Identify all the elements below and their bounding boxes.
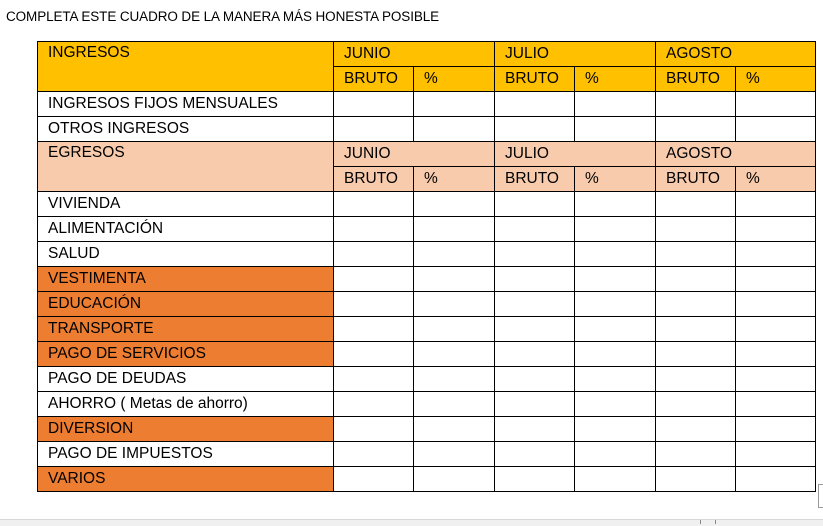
bruto-input-cell[interactable] (495, 417, 575, 442)
bruto-input-cell[interactable] (495, 467, 575, 492)
bruto-input-cell[interactable] (656, 392, 736, 417)
ingresos-month-header: JUNIO (334, 42, 495, 67)
percent-input-cell[interactable] (414, 467, 495, 492)
bruto-input-cell[interactable] (656, 192, 736, 217)
egresos-row (38, 417, 816, 442)
bruto-input-cell[interactable] (656, 417, 736, 442)
percent-input-cell[interactable] (736, 392, 816, 417)
percent-input-cell[interactable] (575, 442, 656, 467)
percent-input-cell[interactable] (414, 192, 495, 217)
percent-input-cell[interactable] (575, 192, 656, 217)
egresos-row-label: TRANSPORTE (38, 317, 334, 342)
percent-input-cell[interactable] (736, 442, 816, 467)
bruto-input-cell[interactable] (334, 267, 414, 292)
ingresos-month-header: AGOSTO (656, 42, 816, 67)
percent-input-cell[interactable] (575, 317, 656, 342)
percent-input-cell[interactable] (736, 267, 816, 292)
bruto-input-cell[interactable] (334, 342, 414, 367)
bruto-input-cell[interactable] (334, 217, 414, 242)
bruto-input-cell[interactable] (656, 117, 736, 142)
bruto-input-cell[interactable] (334, 417, 414, 442)
percent-input-cell[interactable] (736, 192, 816, 217)
ingresos-header-row (38, 42, 816, 67)
bruto-input-cell[interactable] (334, 117, 414, 142)
percent-input-cell[interactable] (736, 92, 816, 117)
ingresos-percent-header: % (736, 67, 816, 92)
percent-input-cell[interactable] (414, 117, 495, 142)
bruto-input-cell[interactable] (656, 267, 736, 292)
egresos-row (38, 267, 816, 292)
bruto-input-cell[interactable] (656, 342, 736, 367)
egresos-row (38, 292, 816, 317)
ingresos-bruto-header: BRUTO (334, 67, 414, 92)
egresos-row (38, 317, 816, 342)
egresos-row-label: PAGO DE IMPUESTOS (38, 442, 334, 467)
bruto-input-cell[interactable] (334, 92, 414, 117)
percent-input-cell[interactable] (736, 342, 816, 367)
bruto-input-cell[interactable] (495, 242, 575, 267)
bruto-input-cell[interactable] (334, 467, 414, 492)
bruto-input-cell[interactable] (334, 317, 414, 342)
egresos-row-label: AHORRO ( Metas de ahorro) (38, 392, 334, 417)
bruto-input-cell[interactable] (656, 467, 736, 492)
bruto-input-cell[interactable] (495, 92, 575, 117)
egresos-header-row (38, 142, 816, 167)
ingresos-bruto-header: BRUTO (656, 67, 736, 92)
egresos-bruto-header: BRUTO (495, 167, 575, 192)
resize-handle[interactable] (818, 484, 823, 508)
percent-input-cell[interactable] (414, 392, 495, 417)
percent-input-cell[interactable] (414, 292, 495, 317)
egresos-row-label: VESTIMENTA (38, 267, 334, 292)
egresos-bruto-header: BRUTO (656, 167, 736, 192)
egresos-title: EGRESOS (38, 142, 334, 192)
bruto-input-cell[interactable] (495, 317, 575, 342)
percent-input-cell[interactable] (736, 217, 816, 242)
bruto-input-cell[interactable] (656, 292, 736, 317)
percent-input-cell[interactable] (414, 417, 495, 442)
bruto-input-cell[interactable] (656, 442, 736, 467)
bruto-input-cell[interactable] (495, 292, 575, 317)
budget-table (37, 41, 816, 492)
egresos-row-label: EDUCACIÓN (38, 292, 334, 317)
bruto-input-cell[interactable] (334, 292, 414, 317)
percent-input-cell[interactable] (736, 317, 816, 342)
egresos-row-label: DIVERSION (38, 417, 334, 442)
percent-input-cell[interactable] (736, 292, 816, 317)
percent-input-cell[interactable] (414, 267, 495, 292)
percent-input-cell[interactable] (575, 242, 656, 267)
egresos-bruto-header: BRUTO (334, 167, 414, 192)
egresos-percent-header: % (575, 167, 656, 192)
bruto-input-cell[interactable] (334, 192, 414, 217)
egresos-percent-header: % (736, 167, 816, 192)
egresos-row-label: PAGO DE SERVICIOS (38, 342, 334, 367)
egresos-row (38, 442, 816, 467)
bruto-input-cell[interactable] (495, 117, 575, 142)
ingresos-percent-header: % (575, 67, 656, 92)
egresos-row (38, 217, 816, 242)
egresos-row-label: VIVIENDA (38, 192, 334, 217)
egresos-month-header: JUNIO (334, 142, 495, 167)
percent-input-cell[interactable] (575, 217, 656, 242)
ingresos-row (38, 92, 816, 117)
ingresos-title: INGRESOS (38, 42, 334, 92)
percent-input-cell[interactable] (575, 267, 656, 292)
egresos-row-label: ALIMENTACIÓN (38, 217, 334, 242)
bruto-input-cell[interactable] (656, 217, 736, 242)
percent-input-cell[interactable] (414, 342, 495, 367)
bruto-input-cell[interactable] (495, 192, 575, 217)
instruction-text: COMPLETA ESTE CUADRO DE LA MANERA MÁS HONESTA POSIBLE (6, 9, 440, 24)
bruto-input-cell[interactable] (495, 442, 575, 467)
egresos-row-label: VARIOS (38, 467, 334, 492)
percent-input-cell[interactable] (575, 417, 656, 442)
egresos-row (38, 367, 816, 392)
egresos-row (38, 342, 816, 367)
bruto-input-cell[interactable] (495, 392, 575, 417)
egresos-row (38, 242, 816, 267)
bruto-input-cell[interactable] (334, 442, 414, 467)
egresos-month-header: AGOSTO (656, 142, 816, 167)
bruto-input-cell[interactable] (334, 242, 414, 267)
bruto-input-cell[interactable] (495, 342, 575, 367)
percent-input-cell[interactable] (736, 467, 816, 492)
percent-input-cell[interactable] (736, 117, 816, 142)
bruto-input-cell[interactable] (334, 367, 414, 392)
percent-input-cell[interactable] (736, 367, 816, 392)
ingresos-row-label: INGRESOS FIJOS MENSUALES (38, 92, 334, 117)
egresos-row (38, 467, 816, 492)
bruto-input-cell[interactable] (656, 317, 736, 342)
egresos-row (38, 192, 816, 217)
percent-input-cell[interactable] (575, 117, 656, 142)
bruto-input-cell[interactable] (495, 267, 575, 292)
percent-input-cell[interactable] (575, 92, 656, 117)
percent-input-cell[interactable] (736, 242, 816, 267)
ingresos-row-label: OTROS INGRESOS (38, 117, 334, 142)
bruto-input-cell[interactable] (656, 242, 736, 267)
percent-input-cell[interactable] (575, 367, 656, 392)
percent-input-cell[interactable] (414, 317, 495, 342)
bottom-bracket-icon (700, 520, 716, 524)
percent-input-cell[interactable] (575, 342, 656, 367)
egresos-month-header: JULIO (495, 142, 656, 167)
percent-input-cell[interactable] (575, 292, 656, 317)
percent-input-cell[interactable] (414, 217, 495, 242)
percent-input-cell[interactable] (414, 442, 495, 467)
ingresos-percent-header: % (414, 67, 495, 92)
percent-input-cell[interactable] (414, 242, 495, 267)
percent-input-cell[interactable] (575, 467, 656, 492)
ingresos-row (38, 117, 816, 142)
egresos-row-label: PAGO DE DEUDAS (38, 367, 334, 392)
percent-input-cell[interactable] (414, 367, 495, 392)
percent-input-cell[interactable] (736, 417, 816, 442)
bruto-input-cell[interactable] (495, 217, 575, 242)
ingresos-month-header: JULIO (495, 42, 656, 67)
egresos-row-label: SALUD (38, 242, 334, 267)
bruto-input-cell[interactable] (334, 392, 414, 417)
percent-input-cell[interactable] (414, 92, 495, 117)
percent-input-cell[interactable] (575, 392, 656, 417)
egresos-percent-header: % (414, 167, 495, 192)
bruto-input-cell[interactable] (656, 92, 736, 117)
ingresos-bruto-header: BRUTO (495, 67, 575, 92)
bruto-input-cell[interactable] (495, 367, 575, 392)
bruto-input-cell[interactable] (656, 367, 736, 392)
egresos-row (38, 392, 816, 417)
